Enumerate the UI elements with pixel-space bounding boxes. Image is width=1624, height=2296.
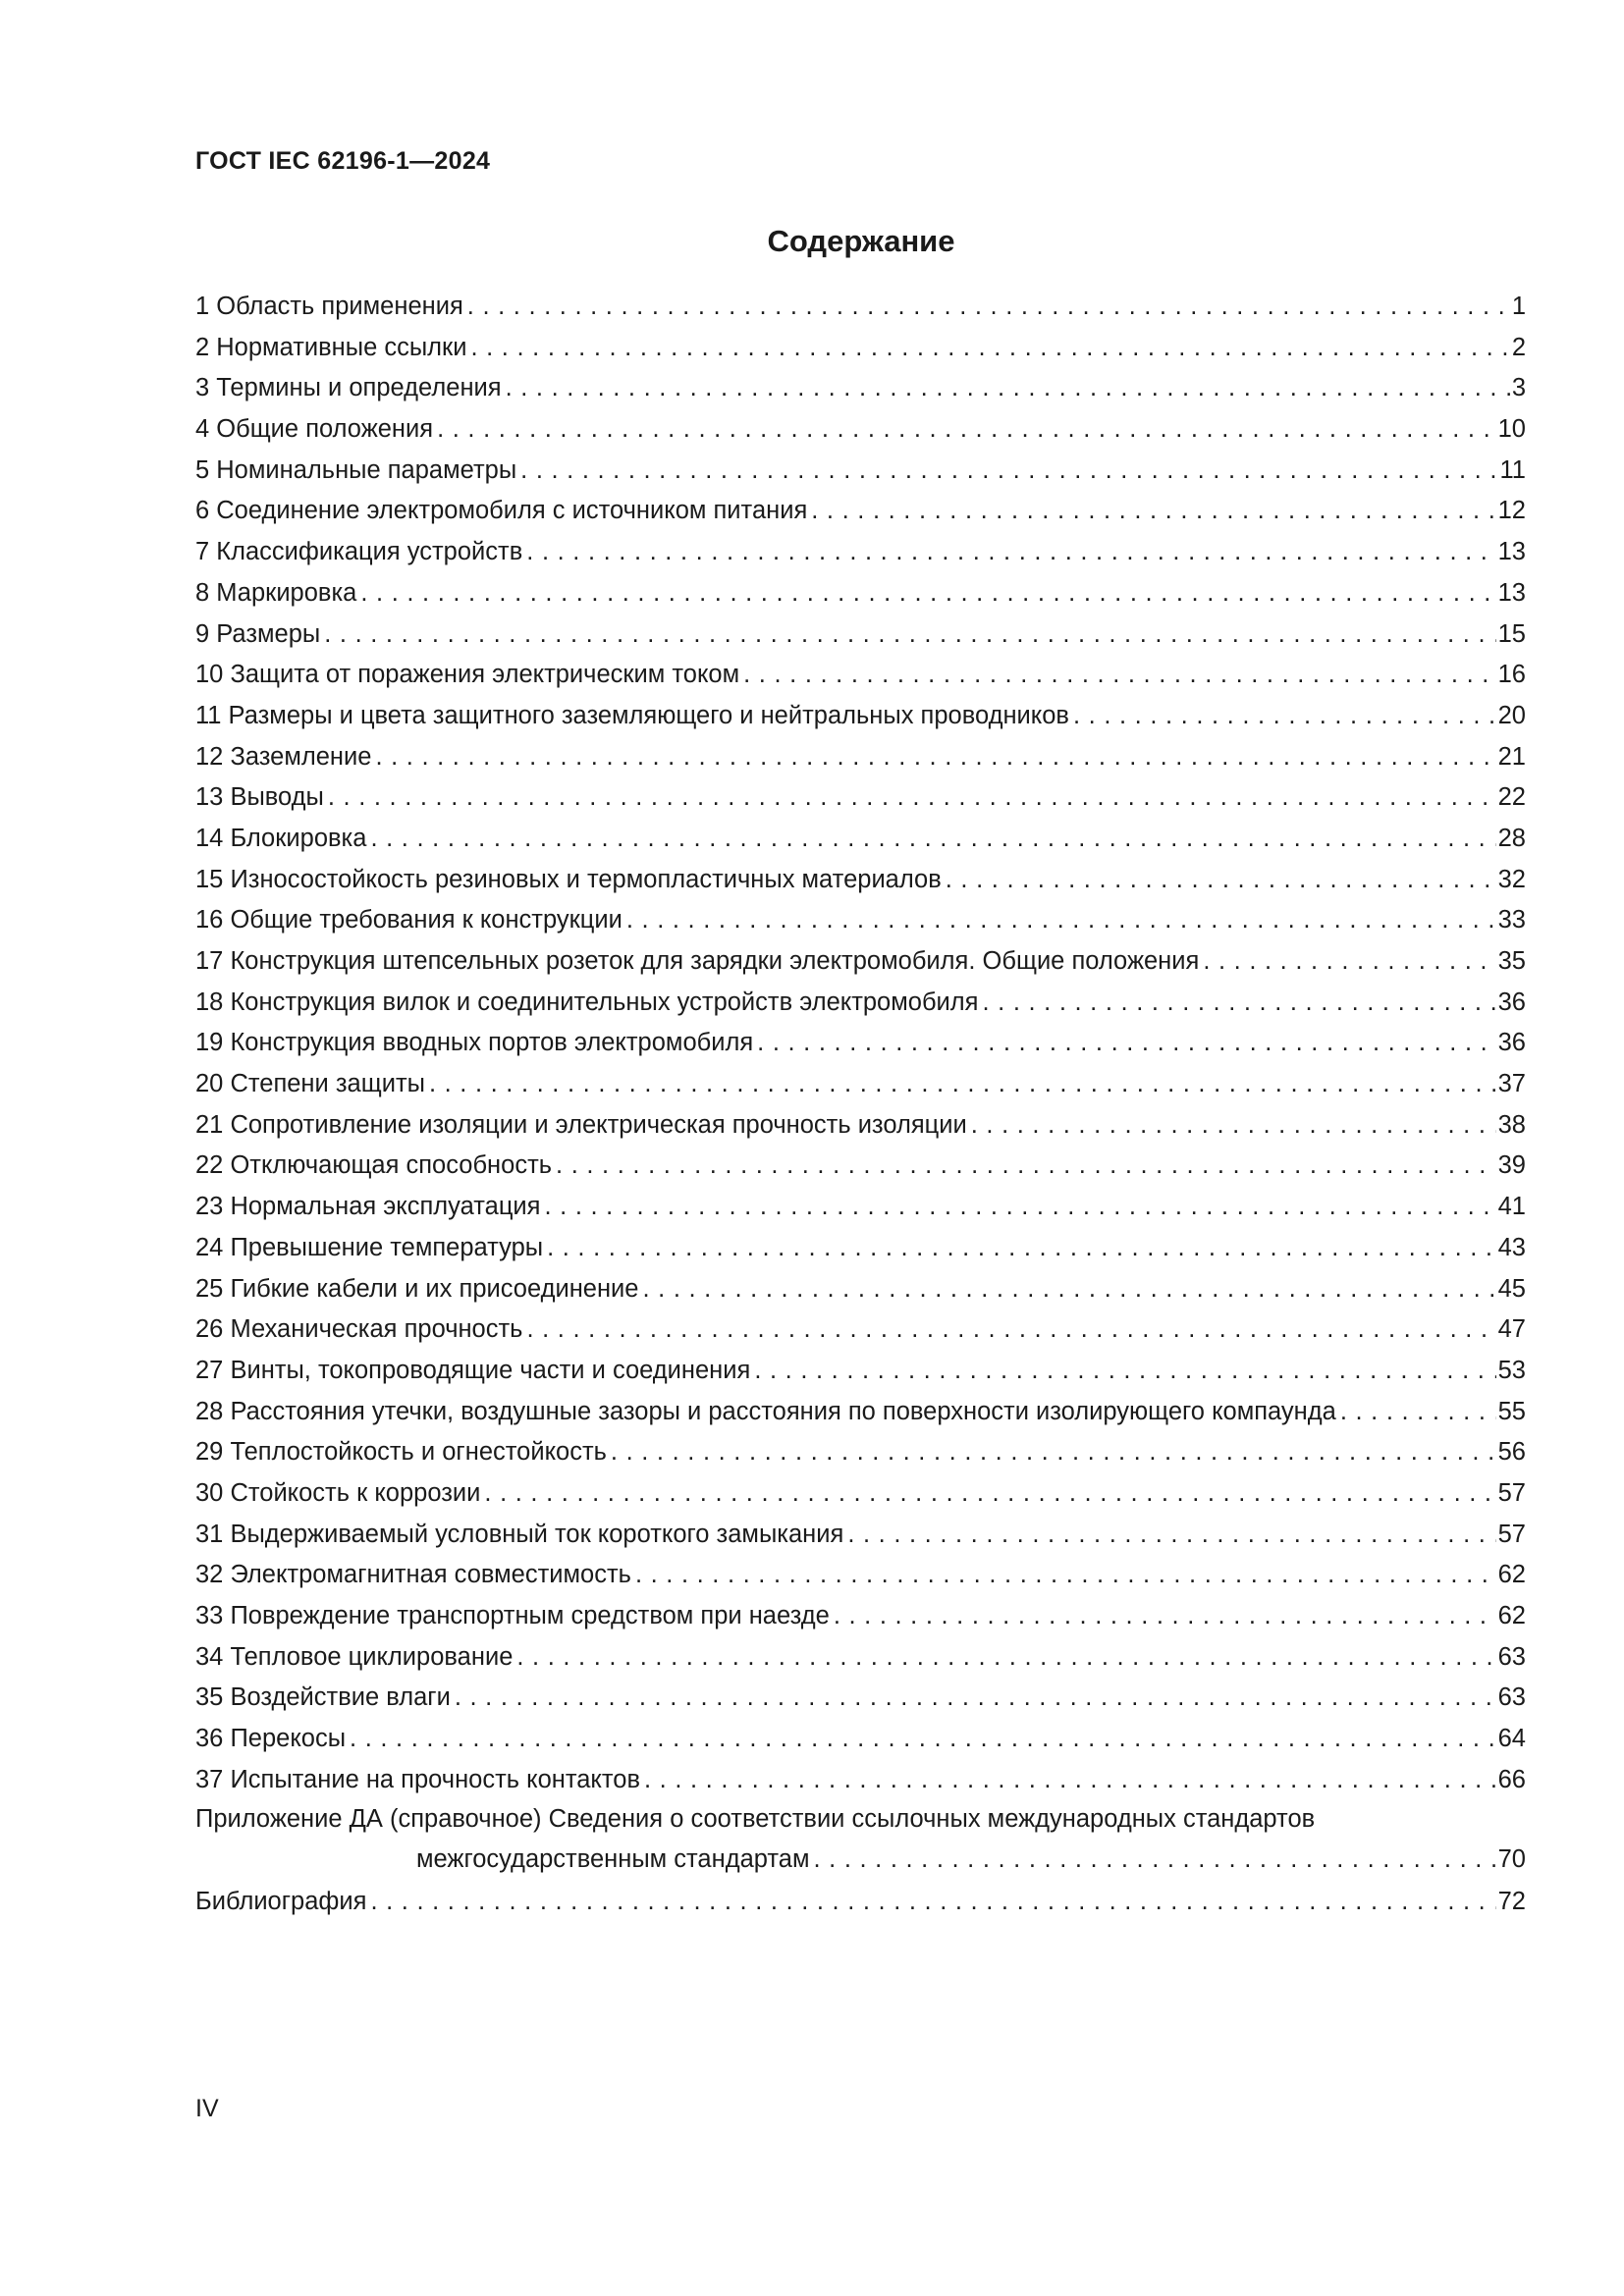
toc-entry[interactable] [195,451,1526,492]
toc-entry-label: 25 Гибкие кабели и их присоединение [195,1274,639,1303]
toc-entry[interactable] [195,1228,1526,1269]
toc-leader [1199,941,1495,983]
toc-entry[interactable] [195,1105,1526,1147]
toc-leader [631,1555,1496,1596]
toc-entry-page: 53 [1497,1356,1526,1384]
toc-entry-label: 23 Нормальная эксплуатация [195,1193,541,1221]
toc-entry-label: 7 Классификация устройств [195,538,523,566]
toc-entry-label: 15 Износостойкость резиновых и термопластичных материалов [195,865,942,893]
toc-entry[interactable] [195,1637,1526,1679]
toc-entry-label: 1 Область применения [195,293,463,320]
toc-leader [463,287,1510,328]
toc-entry-page: 16 [1497,661,1526,689]
toc-entry-page: 15 [1497,619,1526,648]
toc-entry-page: 41 [1497,1193,1526,1221]
toc-leader [466,328,1509,369]
toc-leader [371,737,1495,778]
toc-appendix-line1: Приложение ДА (справочное) Сведения о соответствии ссылочных международных стандартов [195,1805,1316,1834]
toc-entry[interactable] [195,1596,1526,1637]
toc-entry-page: 56 [1497,1438,1526,1467]
toc-leader [830,1596,1496,1637]
toc-entry[interactable] [195,1187,1526,1228]
toc-entry[interactable] [195,1269,1526,1310]
toc-title: Содержание [767,224,955,258]
toc-entry-label: 20 Степени защиты [195,1070,425,1098]
toc-entry-label: 8 Маркировка [195,578,357,607]
toc-entry[interactable] [195,491,1526,532]
toc-leader [324,777,1496,819]
toc-leader [552,1146,1496,1187]
toc-entry[interactable] [195,1678,1526,1719]
toc-entry-page: 3 [1511,374,1526,402]
toc-entry-page: 1 [1511,293,1526,320]
toc-entry[interactable] [195,573,1526,614]
toc-entry-label: 29 Теплостойкость и огнестойкость [195,1438,607,1467]
toc-leader [1336,1392,1496,1433]
toc-entry-label: 6 Соединение электромобиля с источником питания [195,497,808,525]
toc-entry-label: 28 Расстояния утечки, воздушные зазоры и расстояния по поверхности изолирующего компаунда [195,1397,1336,1425]
toc-entry[interactable] [195,328,1526,369]
toc-entry[interactable] [195,287,1526,328]
toc-entry-page: 43 [1497,1233,1526,1261]
toc-entry-page: 39 [1497,1151,1526,1180]
toc-entry-page: 28 [1497,824,1526,852]
toc-leader [1069,696,1496,737]
toc-entry[interactable] [195,1309,1526,1351]
toc-entry-label: 22 Отключающая способность [195,1151,553,1180]
toc-entry-label: 36 Перекосы [195,1725,347,1753]
toc-entry[interactable] [195,1392,1526,1433]
toc-leader [843,1515,1495,1556]
toc-leader [809,1838,1495,1882]
toc-entry-label: 34 Тепловое циклирование [195,1642,514,1671]
toc-leader [979,983,1496,1024]
toc-entry-page: 45 [1497,1274,1526,1303]
toc-leader [739,655,1495,696]
toc-entry[interactable] [195,409,1526,451]
toc-leader [425,1064,1496,1105]
toc-entry-page: 13 [1497,538,1526,566]
toc-entry-page: 20 [1497,701,1526,729]
toc-leader [320,614,1495,656]
toc-entry[interactable] [195,737,1526,778]
toc-entry-page: 38 [1497,1110,1526,1139]
document-header: ГОСТ IEC 62196-1—2024 [195,147,491,175]
toc-entry[interactable] [195,1146,1526,1187]
toc-entry[interactable] [195,368,1526,409]
toc-entry-label: 2 Нормативные ссылки [195,333,467,361]
toc-entry-label: 3 Термины и определения [195,374,502,402]
toc-entry-label: 5 Номинальные параметры [195,455,517,484]
toc-entry-label: 11 Размеры и цвета защитного заземляющего и нейтральных проводников [195,701,1069,729]
toc-entry[interactable] [195,860,1526,901]
toc-entry-label: 14 Блокировка [195,824,367,852]
toc-leader [502,368,1510,409]
toc-leader [433,409,1496,451]
toc-entry-label: 21 Сопротивление изоляции и электрическая прочность изоляции [195,1110,967,1139]
toc-bibliography-page: 72 [1497,1888,1526,1916]
toc-entry-page: 2 [1511,333,1526,361]
toc-leader [750,1351,1495,1392]
toc-entry-page: 35 [1497,947,1526,975]
toc-leader [366,819,1495,860]
toc-entry-label: 31 Выдерживаемый условный ток короткого замыкания [195,1520,844,1548]
toc-entry-page: 12 [1497,497,1526,525]
toc-entry-label: 9 Размеры [195,619,321,648]
toc-entry[interactable] [195,900,1526,941]
toc-entry-page: 57 [1497,1478,1526,1507]
toc-entry-page: 36 [1497,1029,1526,1057]
toc-entry-page: 10 [1497,415,1526,444]
toc-entry[interactable] [195,819,1526,860]
toc-leader [522,532,1495,573]
toc-leader [623,900,1496,941]
toc-entry[interactable] [195,1351,1526,1392]
toc-entry-page: 21 [1497,742,1526,771]
toc-entry-label: 12 Заземление [195,742,372,771]
toc-entry-label: 4 Общие положения [195,415,434,444]
toc-appendix-page: 70 [1497,1845,1526,1874]
toc-entry[interactable] [195,1719,1526,1760]
toc-entry-page: 11 [1499,455,1526,484]
toc-leader [346,1719,1496,1760]
toc-entry-page: 64 [1497,1725,1526,1753]
toc-leader [540,1187,1495,1228]
toc-entry[interactable] [195,1023,1526,1064]
toc-entry-page: 66 [1497,1765,1526,1793]
toc-entry[interactable] [195,1760,1526,1801]
toc-entry-label: 35 Воздействие влаги [195,1683,451,1712]
toc-entry-label: 19 Конструкция вводных портов электромобиля [195,1029,754,1057]
toc-leader [640,1760,1496,1801]
toc-leader [356,573,1495,614]
toc-entry[interactable] [195,532,1526,573]
toc-entry-label: 26 Механическая прочность [195,1315,523,1344]
toc-entry[interactable] [195,941,1526,983]
toc-appendix-line2-row [195,1838,1526,1882]
toc-entry-label: 33 Повреждение транспортным средством при наезде [195,1602,830,1629]
toc-entry-page: 63 [1497,1642,1526,1671]
toc-entry[interactable] [195,777,1526,819]
toc-entry-bibliography[interactable] [195,1882,1526,1923]
table-of-contents [195,287,1526,1923]
toc-entry-page: 63 [1497,1683,1526,1712]
toc-entry[interactable] [195,1064,1526,1105]
toc-entry[interactable] [195,655,1526,696]
toc-entry-label: 17 Конструкция штепсельных розеток для зарядки электромобиля. Общие положения [195,947,1200,975]
toc-leader [543,1228,1496,1269]
toc-entry-page: 57 [1497,1520,1526,1548]
toc-leader [366,1882,1495,1923]
toc-entry-label: 37 Испытание на прочность контактов [195,1765,640,1793]
toc-appendix-line2: межгосударственным стандартам [416,1845,810,1874]
toc-leader [942,860,1496,901]
toc-leader [753,1023,1495,1064]
toc-leader [516,451,1497,492]
page-number: IV [195,2095,219,2122]
toc-entry-page: 55 [1497,1397,1526,1425]
toc-entry-page: 62 [1497,1561,1526,1589]
toc-leader [807,491,1495,532]
toc-entry[interactable] [195,696,1526,737]
toc-leader [480,1473,1495,1515]
toc-leader [451,1678,1496,1719]
toc-entry[interactable] [195,614,1526,656]
toc-entry[interactable] [195,1555,1526,1596]
toc-leader [607,1432,1496,1473]
toc-entry-label: 16 Общие требования к конструкции [195,906,623,934]
toc-entry-appendix[interactable] [195,1800,1526,1882]
toc-entry-page: 36 [1497,988,1526,1016]
toc-entry-label: 27 Винты, токопроводящие части и соединения [195,1356,751,1384]
toc-leader [522,1309,1495,1351]
toc-entry-page: 22 [1497,783,1526,812]
toc-entry-page: 13 [1497,578,1526,607]
toc-entry-label: 10 Защита от поражения электрическим током [195,661,740,689]
toc-entry-page: 33 [1497,906,1526,934]
toc-entry-label: 30 Стойкость к коррозии [195,1478,481,1507]
toc-entry[interactable] [195,1515,1526,1556]
toc-leader [967,1105,1496,1147]
toc-bibliography-label: Библиография [195,1888,367,1916]
toc-leader [513,1637,1495,1679]
toc-entry-page: 62 [1497,1602,1526,1629]
toc-entry-label: 24 Превышение температуры [195,1233,544,1261]
toc-entry-label: 13 Выводы [195,783,324,812]
toc-entry-page: 32 [1497,865,1526,893]
toc-entry-label: 32 Электромагнитная совместимость [195,1561,631,1589]
toc-entry-page: 47 [1497,1315,1526,1344]
toc-entry-label: 18 Конструкция вилок и соединительных устройств электромобиля [195,988,979,1016]
toc-leader [638,1269,1495,1310]
toc-entry-page: 37 [1497,1070,1526,1098]
toc-entry[interactable] [195,983,1526,1024]
toc-entry[interactable] [195,1432,1526,1473]
toc-entry[interactable] [195,1473,1526,1515]
